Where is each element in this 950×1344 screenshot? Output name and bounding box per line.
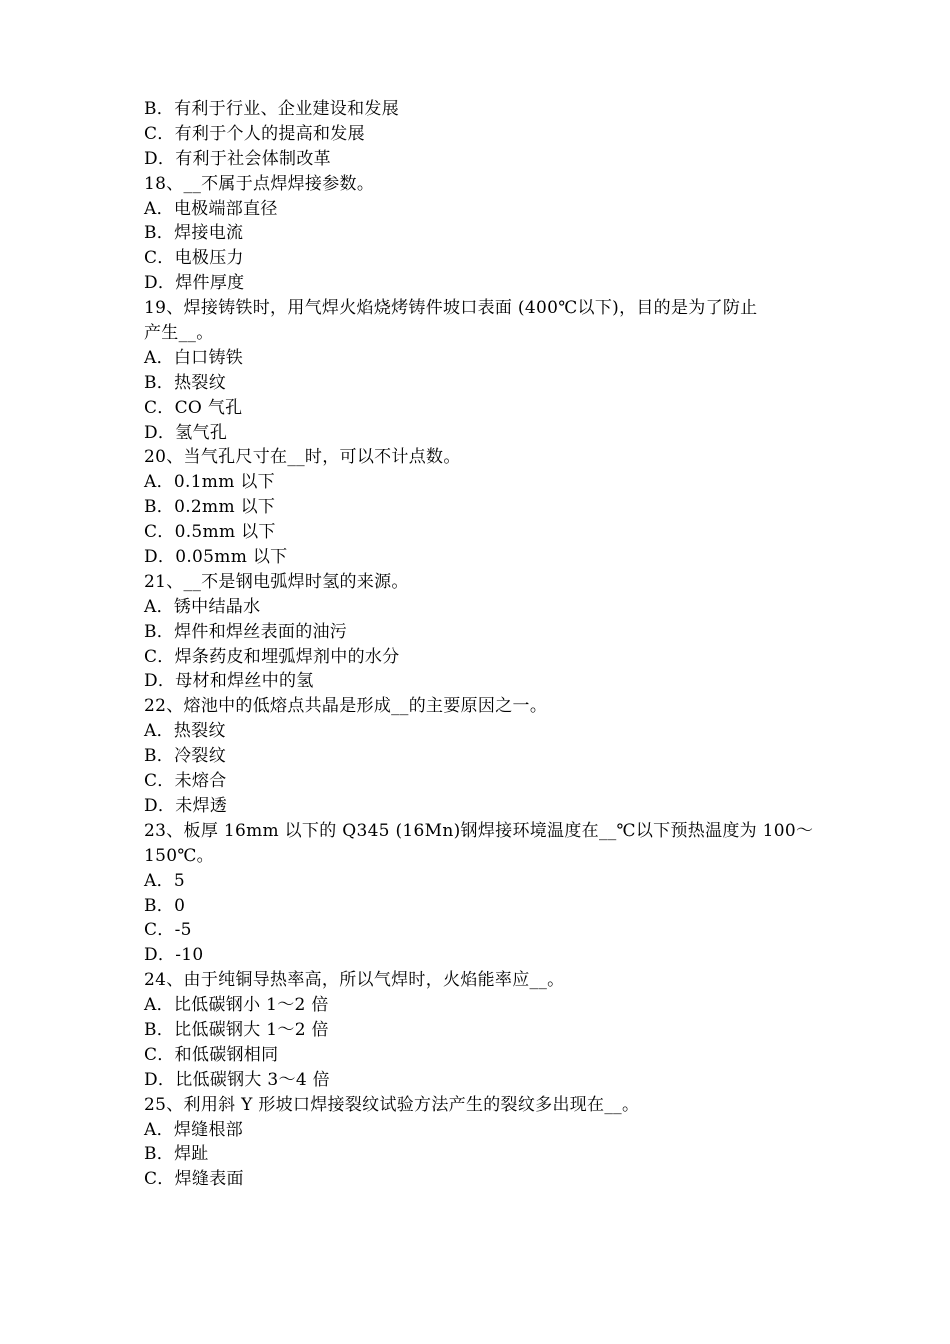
text-line: B．比低碳钢大 1～2 倍 <box>144 1019 329 1040</box>
text-line: 20、当气孔尺寸在__时，可以不计点数。 <box>144 447 461 468</box>
text-line: A．0.1mm 以下 <box>144 472 275 493</box>
text-line: B．焊趾 <box>144 1144 209 1165</box>
text-line: C．焊缝表面 <box>144 1169 244 1190</box>
text-line: 150℃。 <box>144 845 214 866</box>
text-line: D．未焊透 <box>144 795 228 816</box>
text-line: B．焊接电流 <box>144 223 244 244</box>
text-line: A．比低碳钢小 1～2 倍 <box>144 995 329 1016</box>
text-line: C．未熔合 <box>144 771 227 792</box>
text-line: 21、__不是钢电弧焊时氢的来源。 <box>144 571 409 592</box>
text-line: D．有利于社会体制改革 <box>144 148 331 169</box>
text-line: B．热裂纹 <box>144 372 226 393</box>
text-line: 产生__。 <box>144 323 214 344</box>
text-line: A．白口铸铁 <box>144 347 244 368</box>
text-line: D．氢气孔 <box>144 422 228 443</box>
text-line: 25、利用斜 Y 形坡口焊接裂纹试验方法产生的裂纹多出现在__。 <box>144 1094 640 1115</box>
text-line: D．焊件厚度 <box>144 273 245 294</box>
text-line: 19、焊接铸铁时，用气焊火焰烧烤铸件坡口表面 (400℃以下)，目的是为了防止 <box>144 298 758 319</box>
text-line: C．0.5mm 以下 <box>144 522 276 543</box>
text-line: 24、由于纯铜导热率高，所以气焊时，火焰能率应__。 <box>144 970 565 991</box>
text-line: 18、__不属于点焊焊接参数。 <box>144 173 375 194</box>
text-line: 23、板厚 16mm 以下的 Q345 (16Mn)钢焊接环境温度在__℃以下预热温度为 100～ <box>144 820 814 841</box>
text-line: C．电极压力 <box>144 248 244 269</box>
text-line: A．焊缝根部 <box>144 1119 244 1140</box>
text-line: B．有利于行业、企业建设和发展 <box>144 99 399 119</box>
text-line: D．0.05mm 以下 <box>144 547 288 568</box>
text-line: D．比低碳钢大 3～4 倍 <box>144 1069 330 1090</box>
text-line: A．电极端部直径 <box>144 198 278 219</box>
text-line: A．5 <box>144 870 185 891</box>
text-line: A．锈中结晶水 <box>144 596 261 617</box>
text-line: B．0 <box>144 895 186 916</box>
text-line: D．母材和焊丝中的氢 <box>144 671 314 692</box>
text-line: C．-5 <box>144 920 192 941</box>
text-line: C．有利于个人的提高和发展 <box>144 123 365 144</box>
text-line: B．冷裂纹 <box>144 746 226 767</box>
text-line: 22、熔池中的低熔点共晶是形成__的主要原因之一。 <box>144 696 548 717</box>
text-line: C．和低碳钢相同 <box>144 1044 279 1065</box>
text-line: C．焊条药皮和埋弧焊剂中的水分 <box>144 646 400 667</box>
text-line: B．0.2mm 以下 <box>144 497 276 518</box>
document-body <box>144 97 814 1192</box>
text-line: A．热裂纹 <box>144 721 226 742</box>
text-line: B．焊件和焊丝表面的油污 <box>144 621 348 642</box>
text-line: C．CO 气孔 <box>144 397 243 418</box>
text-line: D．-10 <box>144 945 204 966</box>
